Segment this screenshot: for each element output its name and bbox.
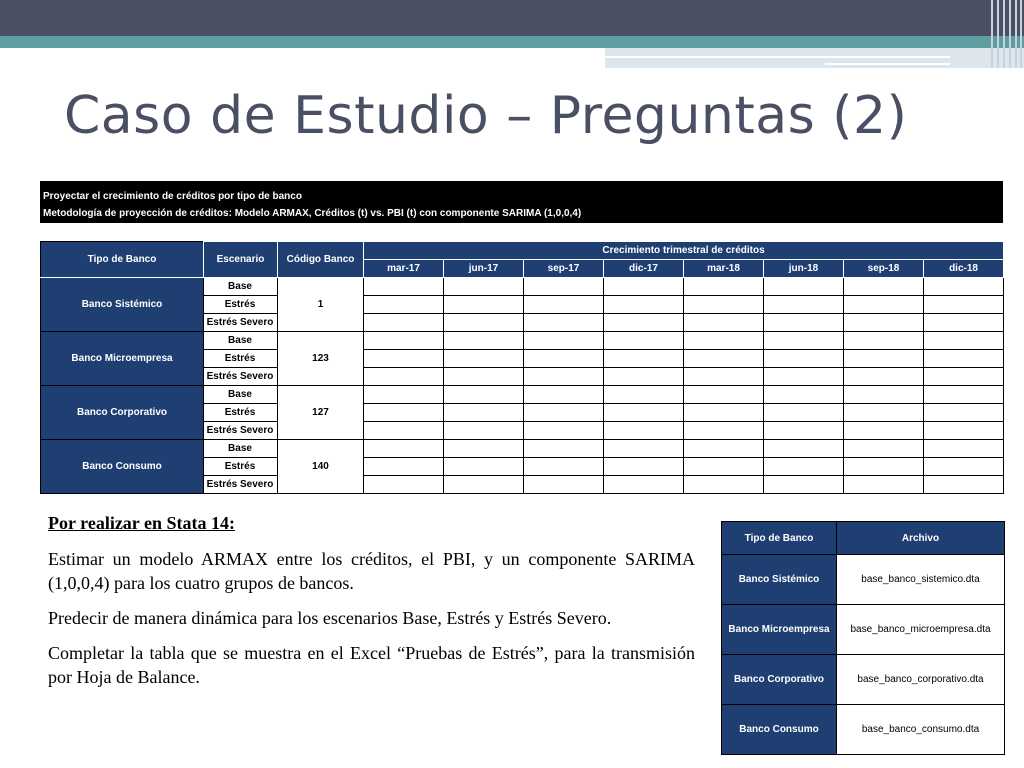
growth-value-cell[interactable] xyxy=(764,278,844,296)
table-row xyxy=(722,555,1005,605)
files-filename-cell: base_banco_consumo.dta xyxy=(837,705,1005,755)
bank-name-cell: Banco Sistémico xyxy=(41,278,204,332)
growth-value-cell[interactable] xyxy=(604,386,684,404)
growth-value-cell[interactable] xyxy=(524,332,604,350)
growth-value-cell[interactable] xyxy=(364,476,444,494)
scenario-cell: Base xyxy=(204,440,278,458)
instruction-paragraph: Estimar un modelo ARMAX entre los créditos, el PBI, y un componente SARIMA (1,0,0,4) para los cuatro grupos de bancos. xyxy=(48,549,695,593)
scenario-cell: Estrés xyxy=(204,404,278,422)
table-row xyxy=(41,278,1004,296)
growth-value-cell[interactable] xyxy=(604,350,684,368)
growth-value-cell[interactable] xyxy=(524,368,604,386)
period-header: dic-17 xyxy=(604,260,684,278)
header-crecimiento-trimestral: Crecimiento trimestral de créditos xyxy=(364,242,1004,260)
top-dark-band xyxy=(0,0,1024,36)
growth-value-cell[interactable] xyxy=(444,278,524,296)
growth-value-cell[interactable] xyxy=(444,314,524,332)
growth-value-cell[interactable] xyxy=(764,440,844,458)
growth-value-cell[interactable] xyxy=(444,368,524,386)
growth-value-cell[interactable] xyxy=(364,314,444,332)
growth-value-cell[interactable] xyxy=(844,368,924,386)
growth-value-cell[interactable] xyxy=(924,278,1004,296)
table-row xyxy=(41,332,1004,350)
growth-value-cell[interactable] xyxy=(764,404,844,422)
scenario-cell: Estrés Severo xyxy=(204,368,278,386)
growth-value-cell[interactable] xyxy=(524,314,604,332)
growth-value-cell[interactable] xyxy=(924,296,1004,314)
growth-value-cell[interactable] xyxy=(844,440,924,458)
instructions-heading: Por realizar en Stata 14: xyxy=(48,513,235,533)
growth-value-cell[interactable] xyxy=(604,278,684,296)
period-header: mar-17 xyxy=(364,260,444,278)
growth-value-cell[interactable] xyxy=(684,422,764,440)
growth-value-cell[interactable] xyxy=(924,458,1004,476)
growth-value-cell[interactable] xyxy=(924,386,1004,404)
period-header: jun-18 xyxy=(764,260,844,278)
growth-value-cell[interactable] xyxy=(604,296,684,314)
header-codigo-banco: Código Banco xyxy=(278,242,364,278)
growth-value-cell[interactable] xyxy=(364,386,444,404)
table-row xyxy=(41,440,1004,458)
growth-value-cell[interactable] xyxy=(524,458,604,476)
files-header-tipo: Tipo de Banco xyxy=(722,522,837,555)
growth-value-cell[interactable] xyxy=(604,314,684,332)
growth-value-cell[interactable] xyxy=(364,296,444,314)
bank-code-cell: 123 xyxy=(278,332,364,386)
growth-value-cell[interactable] xyxy=(684,332,764,350)
growth-value-cell[interactable] xyxy=(844,278,924,296)
header-escenario: Escenario xyxy=(204,242,278,278)
growth-value-cell[interactable] xyxy=(364,332,444,350)
period-header: sep-17 xyxy=(524,260,604,278)
growth-value-cell[interactable] xyxy=(444,458,524,476)
bank-code-cell: 140 xyxy=(278,440,364,494)
growth-value-cell[interactable] xyxy=(684,368,764,386)
growth-value-cell[interactable] xyxy=(684,440,764,458)
top-teal-band xyxy=(0,36,1024,48)
bank-code-cell: 127 xyxy=(278,386,364,440)
growth-value-cell[interactable] xyxy=(684,350,764,368)
table-row xyxy=(41,386,1004,404)
period-header: dic-18 xyxy=(924,260,1004,278)
growth-value-cell[interactable] xyxy=(844,332,924,350)
top-band-line xyxy=(605,56,950,58)
scenario-cell: Estrés xyxy=(204,458,278,476)
growth-value-cell[interactable] xyxy=(764,332,844,350)
growth-value-cell[interactable] xyxy=(524,404,604,422)
period-header: mar-18 xyxy=(684,260,764,278)
growth-value-cell[interactable] xyxy=(524,386,604,404)
growth-value-cell[interactable] xyxy=(764,458,844,476)
growth-value-cell[interactable] xyxy=(604,476,684,494)
files-filename-cell: base_banco_sistemico.dta xyxy=(837,555,1005,605)
header-line-2: Metodología de proyección de créditos: Modelo ARMAX, Créditos (t) vs. PBI (t) con componente SARIMA (1,0,0,4) xyxy=(43,208,582,219)
growth-value-cell[interactable] xyxy=(364,278,444,296)
growth-value-cell[interactable] xyxy=(764,314,844,332)
growth-value-cell[interactable] xyxy=(444,296,524,314)
bank-name-cell: Banco Consumo xyxy=(41,440,204,494)
growth-value-cell[interactable] xyxy=(924,404,1004,422)
growth-value-cell[interactable] xyxy=(444,440,524,458)
slide-title: Caso de Estudio – Preguntas (2) xyxy=(64,86,908,146)
scenario-cell: Estrés xyxy=(204,350,278,368)
growth-value-cell[interactable] xyxy=(444,332,524,350)
table-row xyxy=(722,605,1005,655)
instruction-paragraph: Completar la tabla que se muestra en el Excel “Pruebas de Estrés”, para la transmisión por Hoja de Balance. xyxy=(48,643,695,687)
growth-value-cell[interactable] xyxy=(364,350,444,368)
files-bank-cell: Banco Sistémico xyxy=(722,555,837,605)
vertical-stripes-decoration xyxy=(985,0,1024,68)
growth-value-cell[interactable] xyxy=(524,296,604,314)
scenario-cell: Base xyxy=(204,332,278,350)
growth-value-cell[interactable] xyxy=(764,296,844,314)
files-filename-cell: base_banco_corporativo.dta xyxy=(837,655,1005,705)
growth-value-cell[interactable] xyxy=(684,458,764,476)
growth-value-cell[interactable] xyxy=(444,422,524,440)
scenario-cell: Estrés Severo xyxy=(204,314,278,332)
period-header: sep-18 xyxy=(844,260,924,278)
growth-value-cell[interactable] xyxy=(764,350,844,368)
growth-value-cell[interactable] xyxy=(844,350,924,368)
growth-value-cell[interactable] xyxy=(364,458,444,476)
growth-value-cell[interactable] xyxy=(364,368,444,386)
growth-value-cell[interactable] xyxy=(844,296,924,314)
growth-value-cell[interactable] xyxy=(604,404,684,422)
files-filename-cell: base_banco_microempresa.dta xyxy=(837,605,1005,655)
growth-value-cell[interactable] xyxy=(524,440,604,458)
growth-value-cell[interactable] xyxy=(844,476,924,494)
header-tipo-banco: Tipo de Banco xyxy=(41,242,204,278)
growth-value-cell[interactable] xyxy=(444,476,524,494)
growth-value-cell[interactable] xyxy=(684,314,764,332)
projection-header-box xyxy=(40,181,1003,223)
growth-value-cell[interactable] xyxy=(604,368,684,386)
bank-name-cell: Banco Corporativo xyxy=(41,386,204,440)
files-bank-cell: Banco Corporativo xyxy=(722,655,837,705)
table-row xyxy=(722,705,1005,755)
scenario-cell: Estrés Severo xyxy=(204,422,278,440)
growth-value-cell[interactable] xyxy=(924,332,1004,350)
period-header: jun-17 xyxy=(444,260,524,278)
growth-value-cell[interactable] xyxy=(924,422,1004,440)
files-header-archivo: Archivo xyxy=(837,522,1005,555)
growth-value-cell[interactable] xyxy=(844,314,924,332)
instructions-block xyxy=(48,513,695,700)
growth-value-cell[interactable] xyxy=(604,458,684,476)
growth-value-cell[interactable] xyxy=(684,476,764,494)
growth-value-cell[interactable] xyxy=(604,440,684,458)
growth-value-cell[interactable] xyxy=(524,476,604,494)
top-band-line xyxy=(825,63,950,65)
bank-files-table xyxy=(721,521,1005,755)
growth-value-cell[interactable] xyxy=(844,404,924,422)
growth-value-cell[interactable] xyxy=(924,440,1004,458)
credit-growth-table xyxy=(40,241,1004,494)
growth-value-cell[interactable] xyxy=(524,422,604,440)
growth-value-cell[interactable] xyxy=(924,368,1004,386)
instruction-paragraph: Predecir de manera dinámica para los escenarios Base, Estrés y Estrés Severo. xyxy=(48,608,612,628)
top-band-cutout xyxy=(0,48,605,68)
growth-value-cell[interactable] xyxy=(684,404,764,422)
header-line-1: Proyectar el crecimiento de créditos por tipo de banco xyxy=(43,191,302,202)
growth-value-cell[interactable] xyxy=(844,422,924,440)
growth-value-cell[interactable] xyxy=(924,350,1004,368)
growth-value-cell[interactable] xyxy=(444,350,524,368)
growth-value-cell[interactable] xyxy=(684,386,764,404)
bank-name-cell: Banco Microempresa xyxy=(41,332,204,386)
files-bank-cell: Banco Microempresa xyxy=(722,605,837,655)
growth-value-cell[interactable] xyxy=(684,278,764,296)
scenario-cell: Estrés xyxy=(204,296,278,314)
growth-value-cell[interactable] xyxy=(764,476,844,494)
growth-value-cell[interactable] xyxy=(364,404,444,422)
growth-value-cell[interactable] xyxy=(764,386,844,404)
growth-value-cell[interactable] xyxy=(684,296,764,314)
growth-value-cell[interactable] xyxy=(444,386,524,404)
growth-value-cell[interactable] xyxy=(364,440,444,458)
growth-value-cell[interactable] xyxy=(364,422,444,440)
growth-value-cell[interactable] xyxy=(524,278,604,296)
growth-value-cell[interactable] xyxy=(924,314,1004,332)
scenario-cell: Estrés Severo xyxy=(204,476,278,494)
table-row xyxy=(722,655,1005,705)
growth-value-cell[interactable] xyxy=(604,422,684,440)
scenario-cell: Base xyxy=(204,278,278,296)
growth-value-cell[interactable] xyxy=(764,422,844,440)
growth-value-cell[interactable] xyxy=(844,458,924,476)
scenario-cell: Base xyxy=(204,386,278,404)
growth-value-cell[interactable] xyxy=(444,404,524,422)
files-bank-cell: Banco Consumo xyxy=(722,705,837,755)
growth-value-cell[interactable] xyxy=(844,386,924,404)
growth-value-cell[interactable] xyxy=(764,368,844,386)
growth-value-cell[interactable] xyxy=(604,332,684,350)
growth-value-cell[interactable] xyxy=(924,476,1004,494)
bank-code-cell: 1 xyxy=(278,278,364,332)
growth-value-cell[interactable] xyxy=(524,350,604,368)
